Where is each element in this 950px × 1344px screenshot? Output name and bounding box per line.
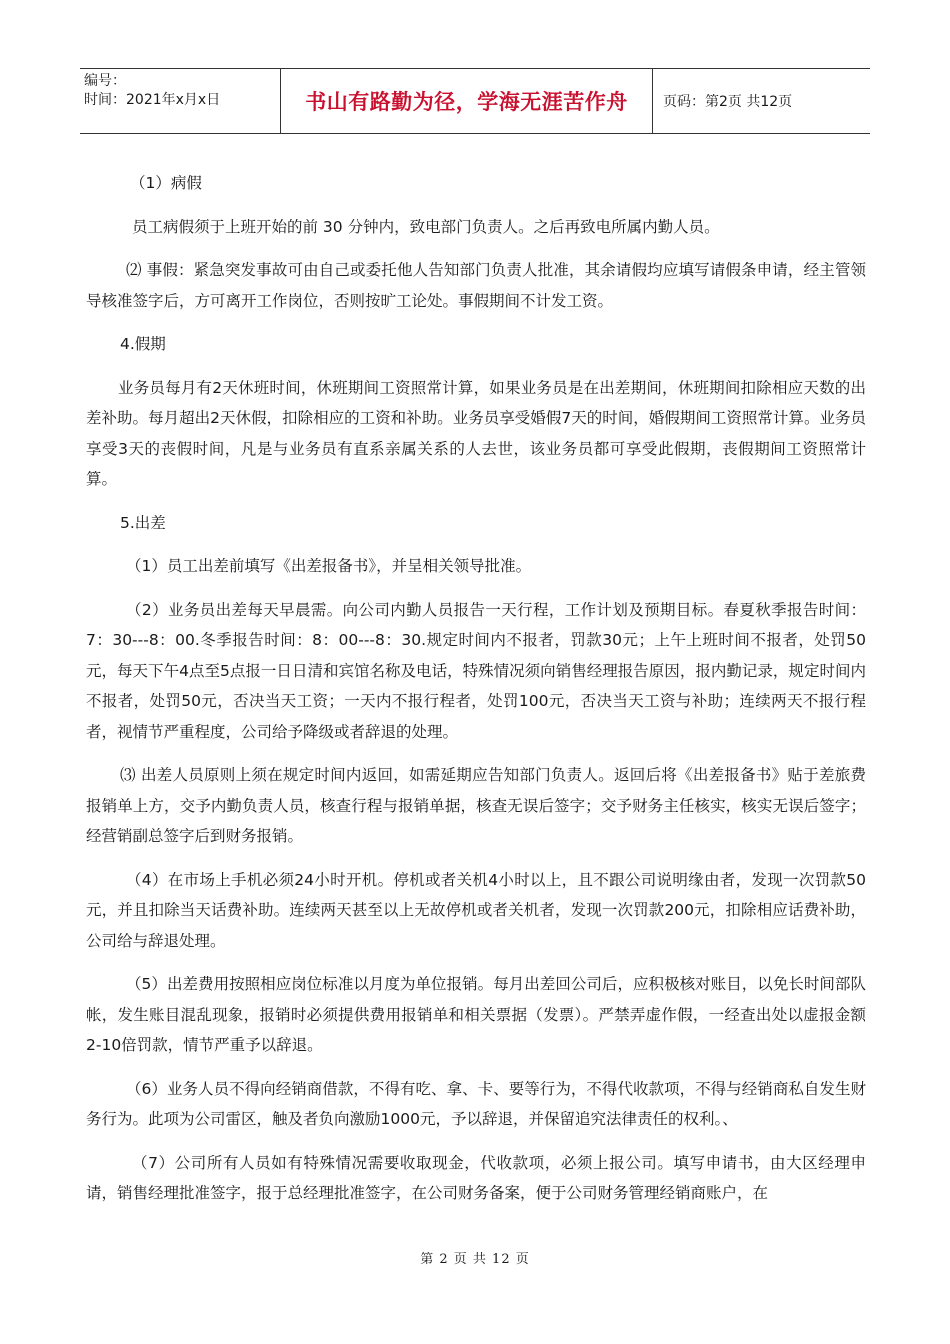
paragraph-trip-6: （6）业务人员不得向经销商借款，不得有吃、拿、卡、要等行为，不得代收款项，不得与经销商私自发生财务行为。此项为公司雷区，触及者负向激励1000元，予以辞退，并保留追究法律责任的权利。、	[86, 1079, 866, 1128]
paragraph-sick-leave: 员工病假须于上班开始的前 30 分钟内，致电部门负责人。之后再致电所属内勤人员。	[132, 217, 720, 236]
page-footer: 第 2 页 共 12 页	[420, 1252, 530, 1267]
paragraph-holidays: 业务员每月有2天休班时间，休班期间工资照常计算，如果业务员是在出差期间，休班期间扣除相应天数的出差补助。每月超出2天休假，扣除相应的工资和补助。业务员享受婚假7天的时间，婚假期间工资照常计算。业务员享受3天的丧假时间，凡是与业务员有直系亲属关系的人去世，该业务员都可享受此假期，丧假期间工资照常计算。	[86, 378, 866, 488]
paragraph-trip-2: （2）业务员出差每天早晨需。向公司内勤人员报告一天行程，工作计划及预期目标。春夏秋季报告时间：7：30---8：00.冬季报告时间：8：00---8：30.规定时间内不报者，罚款30元；上午上班时间不报者，处罚50元，每天下午4点至5点报一日日清和宾馆名称及电话，特殊情况须向销售经理报告原因，报内勤记录，规定时间内不报者，处罚50元，否决当天工资；一天内不报行程者，处罚100元，否决当天工资与补助；连续两天不报行程者，视情节严重程度，公司给予降级或者辞退的处理。	[86, 600, 866, 741]
section-holidays-heading: 4.假期	[120, 335, 166, 353]
section-business-trip-heading: 5.出差	[120, 513, 166, 532]
paragraph-trip-1: （1）员工出差前填写《出差报备书》，并呈相关领导批准。	[126, 557, 532, 575]
paragraph-personal-leave: ⑵ 事假：紧急突发事故可由自己或委托他人告知部门负责人批准，其余请假均应填写请假条申请，经主管领导核准签字后，方可离开工作岗位，否则按旷工论处。事假期间不计发工资。	[86, 261, 866, 310]
header-motto: 书山有路勤为径，学海无涯苦作舟	[281, 69, 653, 133]
paragraph-trip-5: （5）出差费用按照相应岗位标准以月度为单位报销。每月出差回公司后，应积极核对账目，以免长时间部队帐，发生账目混乱现象，报销时必须提供费用报销单和相关票据（发票）。严禁弄虚作假，一经查出处以虚报金额2-10倍罚款，情节严重予以辞退。	[86, 975, 866, 1054]
header-meta	[80, 69, 281, 133]
paragraph-trip-7: （7）公司所有人员如有特殊情况需要收取现金，代收款项，必须上报公司。填写申请书，由大区经理申请，销售经理批准签字，报于总经理批准签字，在公司财务备案，便于公司财务管理经销商账户，在	[86, 1153, 866, 1202]
paragraph-trip-4: （4）在市场上手机必须24小时开机。停机或者关机4小时以上，且不跟公司说明缘由者，发现一次罚款50元，并且扣除当天话费补助。连续两天甚至以上无故停机或者关机者，发现一次罚款200元，扣除相应话费补助，公司给与辞退处理。	[86, 870, 866, 950]
time-label: 时间：2021年x月x日	[84, 92, 221, 108]
document-body	[86, 168, 866, 1222]
page-header	[80, 68, 870, 134]
number-label: 编号：	[84, 73, 126, 89]
item-sick-leave-heading: （1）病假	[130, 174, 202, 192]
paragraph-trip-3: ⑶ 出差人员原则上须在规定时间内返回，如需延期应告知部门负责人。返回后将《出差报备书》贴于差旅费报销单上方，交予内勤负责人员，核查行程与报销单据，核查无误后签字；交予财务主任核实，核实无误后签字；经营销副总签字后到财务报销。	[86, 766, 866, 845]
header-page-info: 页码：第2页 共12页	[663, 94, 793, 110]
